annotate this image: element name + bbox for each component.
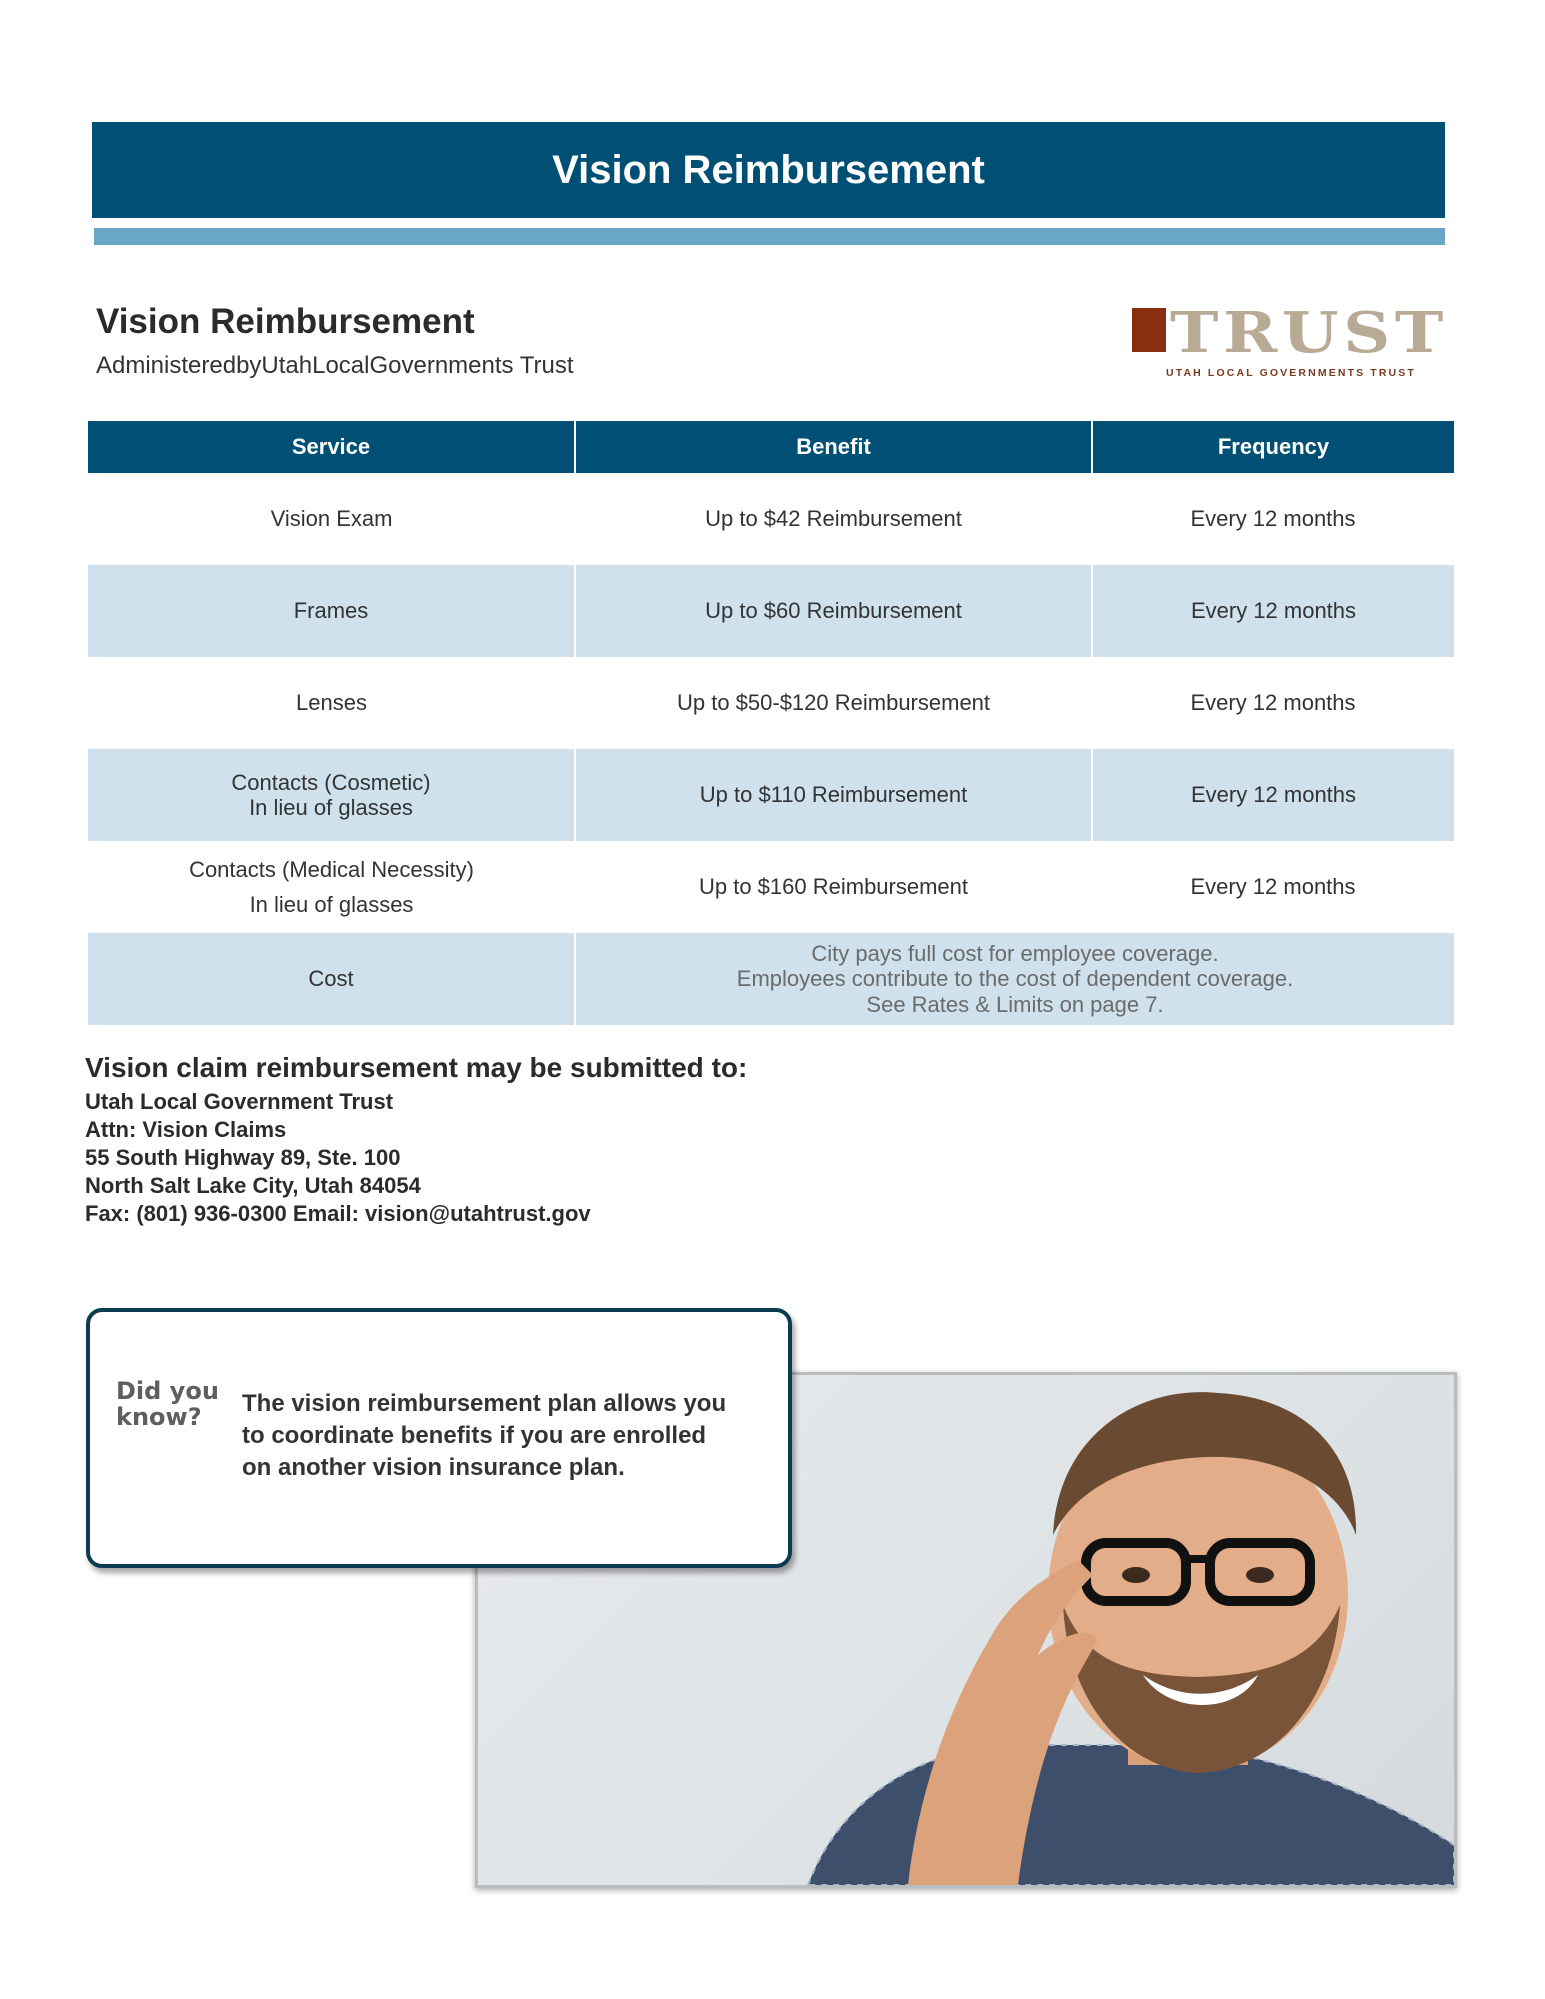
table-row xyxy=(88,749,1454,841)
did-you-know-label-line1: Did you xyxy=(116,1377,219,1405)
header-service: Service xyxy=(88,421,575,473)
service-line-2: In lieu of glasses xyxy=(249,795,413,820)
cost-line: See Rates & Limits on page 7. xyxy=(866,991,1164,1017)
cost-line: City pays full cost for employee coverage. xyxy=(811,941,1219,967)
service-line-1: Contacts (Cosmetic) xyxy=(231,769,431,795)
benefit-cell: Up to $50-$120 Reimbursement xyxy=(676,690,991,716)
header-benefit: Benefit xyxy=(575,421,1092,473)
right-eye xyxy=(1246,1567,1274,1583)
claims-street: 55 South Highway 89, Ste. 100 xyxy=(85,1145,401,1170)
table-row xyxy=(88,565,1454,657)
section-title: Vision Reimbursement xyxy=(96,302,475,341)
benefits-table xyxy=(88,421,1454,1025)
frequency-cell: Every 12 months xyxy=(1092,565,1454,657)
table-header-row xyxy=(88,421,1454,473)
cost-line: Employees contribute to the cost of dependent coverage. xyxy=(736,966,1294,992)
benefit-cell: Up to $60 Reimbursement xyxy=(575,565,1092,657)
left-eye xyxy=(1122,1567,1150,1583)
frequency-cell: Every 12 months xyxy=(1190,874,1356,900)
claims-attn: Attn: Vision Claims xyxy=(85,1117,287,1142)
frequency-cell: Every 12 months xyxy=(1092,749,1454,841)
utah-trust-logo xyxy=(1132,300,1450,390)
service-line-1: Contacts (Medical Necessity) xyxy=(189,856,474,882)
did-you-know-label xyxy=(116,1378,226,1430)
banner-title: Vision Reimbursement xyxy=(552,147,985,192)
service-cell: Cost xyxy=(88,933,575,1025)
claims-contact: Fax: (801) 936-0300 Email: vision@utahtrust.gov xyxy=(85,1201,591,1226)
service-cell: Vision Exam xyxy=(270,506,393,532)
logo-tagline: UTAH LOCAL GOVERNMENTS TRUST xyxy=(1166,367,1416,379)
cost-row xyxy=(88,933,1454,1025)
claims-city: North Salt Lake City, Utah 84054 xyxy=(85,1173,421,1198)
logo-mark xyxy=(1132,308,1166,352)
service-cell: Frames xyxy=(88,565,575,657)
section-subtitle: AdministeredbyUtahLocalGovernments Trust xyxy=(96,352,574,379)
did-you-know-text: The vision reimbursement plan allows you to coordinate benefits if you are enrolled on another vision insurance plan. xyxy=(242,1390,727,1481)
plaid-shirt xyxy=(808,1745,1454,1885)
claims-org: Utah Local Government Trust xyxy=(85,1089,394,1114)
service-line-2: In lieu of glasses xyxy=(249,892,414,917)
claims-title: Vision claim reimbursement may be submitted to: xyxy=(85,1052,748,1083)
service-cell: Lenses xyxy=(296,690,367,716)
benefit-cell: Up to $42 Reimbursement xyxy=(705,506,962,532)
banner-divider xyxy=(94,228,1445,245)
benefit-cell: Up to $110 Reimbursement xyxy=(575,749,1092,841)
header-frequency: Frequency xyxy=(1092,421,1454,473)
table-row xyxy=(88,473,1454,565)
claims-address-block xyxy=(85,1052,747,1228)
cost-description xyxy=(575,933,1454,1025)
service-cell xyxy=(88,841,575,933)
service-cell xyxy=(88,749,575,841)
glasses-bridge xyxy=(1184,1555,1212,1563)
benefit-cell: Up to $160 Reimbursement xyxy=(698,874,969,900)
frequency-cell: Every 12 months xyxy=(1190,506,1356,532)
page-banner xyxy=(92,122,1445,218)
frequency-cell: Every 12 months xyxy=(1190,690,1356,716)
did-you-know-label-line2: know? xyxy=(116,1403,202,1431)
table-row xyxy=(88,841,1454,933)
did-you-know-callout xyxy=(86,1308,792,1568)
logo-word: TRUST xyxy=(1170,300,1448,366)
table-row xyxy=(88,657,1454,749)
